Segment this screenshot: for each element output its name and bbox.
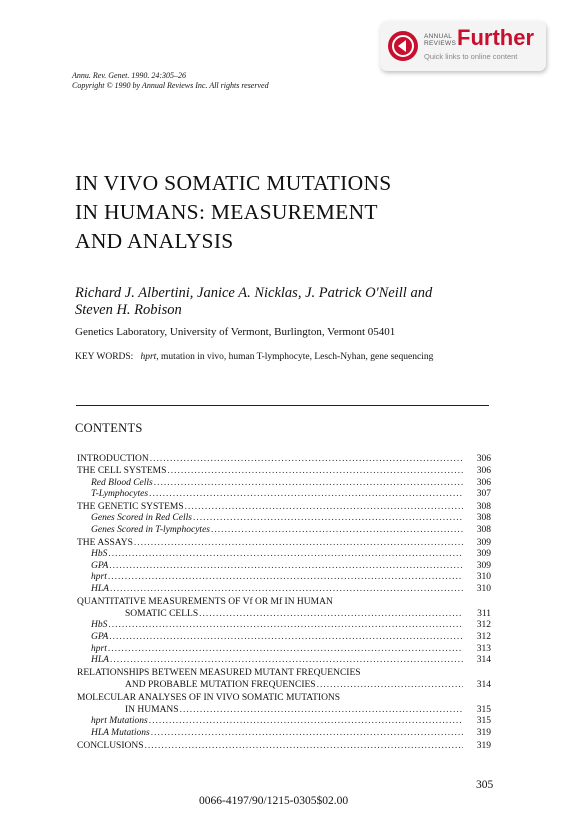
toc-entry[interactable]: Red Blood Cells ..... 306 bbox=[77, 478, 491, 490]
toc-entry[interactable]: GPA ..... 312 bbox=[77, 632, 491, 644]
toc-entry[interactable]: GPA ..... 309 bbox=[77, 561, 491, 573]
toc-entry[interactable]: INTRODUCTION ..... 306 bbox=[77, 453, 491, 465]
toc-entry[interactable]: IN HUMANS ..... 315 bbox=[77, 704, 491, 716]
toc-entry[interactable]: THE ASSAYS ..... 309 bbox=[77, 537, 491, 549]
toc-entry-heading: RELATIONSHIPS BETWEEN MEASURED MUTANT FREQUENCIES bbox=[77, 668, 361, 679]
keywords bbox=[75, 352, 433, 362]
copyright-line: Copyright © 1990 by Annual Reviews Inc. All rights reserved bbox=[72, 81, 269, 90]
article-title bbox=[75, 169, 392, 256]
toc-entry[interactable]: THE GENETIC SYSTEMS ..... 308 bbox=[77, 501, 491, 513]
toc-entry-heading: QUANTITATIVE MEASUREMENTS OF Vf OR Mf IN HUMAN bbox=[77, 596, 333, 607]
toc-entry[interactable]: AND PROBABLE MUTATION FREQUENCIES ..... 314 bbox=[77, 679, 491, 691]
title-line: IN HUMANS: MEASUREMENT bbox=[75, 200, 378, 224]
toc-entry[interactable]: hprt Mutations ..... 315 bbox=[77, 716, 491, 728]
toc-entry[interactable]: T-Lymphocytes ..... 307 bbox=[77, 489, 491, 501]
toc-entry[interactable]: HLA Mutations ..... 319 bbox=[77, 728, 491, 740]
title-line: IN VIVO SOMATIC MUTATIONS bbox=[75, 171, 392, 195]
title-line: AND ANALYSIS bbox=[75, 229, 234, 253]
toc-entry[interactable]: HbS ..... 309 bbox=[77, 549, 491, 561]
citation-line: Annu. Rev. Genet. 1990. 24:305–26 bbox=[72, 71, 187, 80]
toc-entry-heading: MOLECULAR ANALYSES OF IN VIVO SOMATIC MUTATIONS bbox=[77, 692, 341, 703]
toc-entry[interactable]: hprt ..... 310 bbox=[77, 572, 491, 584]
toc-entry[interactable]: CONCLUSIONS ..... 319 bbox=[77, 740, 491, 752]
keywords-label: KEY WORDS: bbox=[75, 352, 134, 362]
keyword-hprt: hprt, bbox=[140, 352, 159, 362]
further-subtitle: Quick links to online content bbox=[424, 52, 518, 61]
authors-line: Richard J. Albertini, Janice A. Nicklas, J. Patrick O'Neill and bbox=[75, 285, 433, 301]
toc-entry[interactable]: Genes Scored in T-lymphocytes ..... 308 bbox=[77, 525, 491, 537]
toc-entry[interactable]: SOMATIC CELLS ..... 311 bbox=[77, 608, 491, 620]
affiliation: Genetics Laboratory, University of Vermont, Burlington, Vermont 05401 bbox=[75, 326, 396, 338]
toc-entry[interactable]: Genes Scored in Red Cells ..... 308 bbox=[77, 513, 491, 525]
keywords-list: mutation in vivo, human T-lymphocyte, Lesch-Nyhan, gene sequencing bbox=[161, 352, 434, 362]
contents-heading: CONTENTS bbox=[75, 421, 143, 435]
authors-line: Steven H. Robison bbox=[75, 302, 182, 318]
toc-entry[interactable]: hprt ..... 313 bbox=[77, 644, 491, 656]
page-number: 305 bbox=[476, 779, 494, 791]
footer-code: 0066-4197/90/1215-0305$02.00 bbox=[199, 795, 349, 807]
authors bbox=[75, 285, 432, 319]
further-logo-icon bbox=[388, 31, 418, 61]
further-label: Further bbox=[457, 25, 534, 50]
table-of-contents bbox=[77, 453, 491, 752]
toc-entry[interactable]: HLA ..... 314 bbox=[77, 655, 491, 667]
toc-entry[interactable]: HLA ..... 310 bbox=[77, 584, 491, 596]
journal-citation bbox=[72, 71, 269, 91]
section-divider bbox=[76, 405, 489, 406]
toc-entry[interactable]: HbS ..... 312 bbox=[77, 620, 491, 632]
annual-reviews-wordmark: ANNUAL REVIEWS bbox=[424, 33, 457, 47]
toc-entry[interactable]: THE CELL SYSTEMS ..... 306 bbox=[77, 465, 491, 477]
annual-reviews-further-banner[interactable] bbox=[380, 21, 546, 71]
